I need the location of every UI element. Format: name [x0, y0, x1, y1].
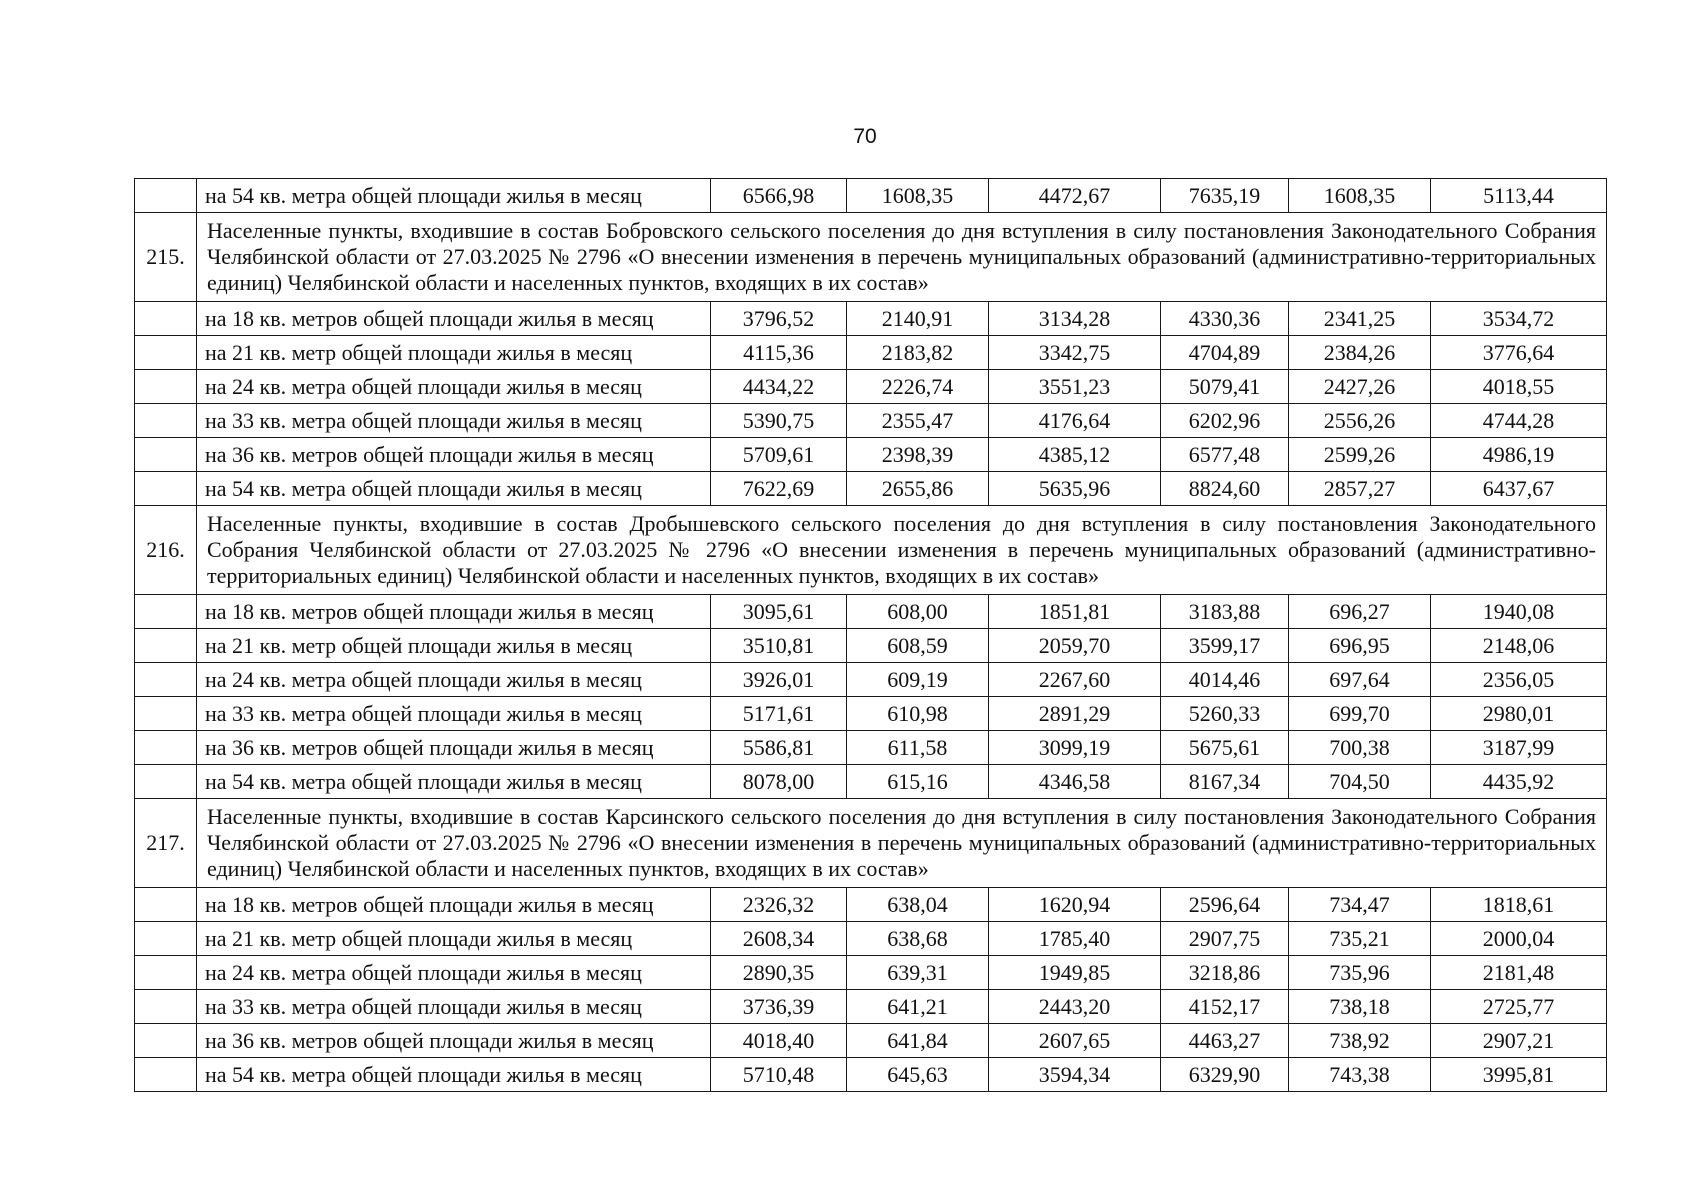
value-cell-4: 4152,17: [1161, 990, 1289, 1024]
value-cell-5: 2341,25: [1289, 302, 1431, 336]
value-cell-6: 3534,72: [1431, 302, 1607, 336]
row-number-cell: [135, 922, 197, 956]
value-cell-4: 6202,96: [1161, 404, 1289, 438]
value-cell-4: 8167,34: [1161, 765, 1289, 799]
table-row: [135, 629, 1607, 663]
value-cell-5: 735,96: [1289, 956, 1431, 990]
table-row: [135, 438, 1607, 472]
value-cell-3: 2267,60: [989, 663, 1161, 697]
value-cell-1: 8078,00: [711, 765, 847, 799]
value-cell-6: 2725,77: [1431, 990, 1607, 1024]
value-cell-4: 5675,61: [1161, 731, 1289, 765]
table-row: [135, 1024, 1607, 1058]
value-cell-1: 4434,22: [711, 370, 847, 404]
value-cell-4: 5260,33: [1161, 697, 1289, 731]
value-cell-3: 3099,19: [989, 731, 1161, 765]
value-cell-3: 4176,64: [989, 404, 1161, 438]
value-cell-1: 2326,32: [711, 888, 847, 922]
value-cell-3: 2443,20: [989, 990, 1161, 1024]
value-cell-6: 1940,08: [1431, 595, 1607, 629]
value-cell-6: 3776,64: [1431, 336, 1607, 370]
value-cell-5: 743,38: [1289, 1058, 1431, 1092]
value-cell-3: 2891,29: [989, 697, 1161, 731]
table-row: [135, 888, 1607, 922]
row-description: на 33 кв. метра общей площади жилья в месяц: [197, 990, 711, 1024]
row-description: на 18 кв. метров общей площади жилья в месяц: [197, 595, 711, 629]
value-cell-5: 2556,26: [1289, 404, 1431, 438]
row-description: на 54 кв. метра общей площади жилья в месяц: [197, 1058, 711, 1092]
row-number-cell: [135, 956, 197, 990]
table-row: [135, 663, 1607, 697]
value-cell-5: 2857,27: [1289, 472, 1431, 506]
row-description: на 18 кв. метров общей площади жилья в месяц: [197, 302, 711, 336]
value-cell-1: 6566,98: [711, 179, 847, 213]
value-cell-6: 1818,61: [1431, 888, 1607, 922]
value-cell-6: 4435,92: [1431, 765, 1607, 799]
value-cell-4: 8824,60: [1161, 472, 1289, 506]
value-cell-6: 2356,05: [1431, 663, 1607, 697]
value-cell-3: 2059,70: [989, 629, 1161, 663]
table-row: [135, 404, 1607, 438]
value-cell-4: 3218,86: [1161, 956, 1289, 990]
value-cell-3: 2607,65: [989, 1024, 1161, 1058]
value-cell-3: 4385,12: [989, 438, 1161, 472]
value-cell-3: 5635,96: [989, 472, 1161, 506]
value-cell-2: 610,98: [847, 697, 989, 731]
table-row: [135, 697, 1607, 731]
value-cell-5: 734,47: [1289, 888, 1431, 922]
value-cell-6: 5113,44: [1431, 179, 1607, 213]
row-number-cell: [135, 888, 197, 922]
value-cell-2: 641,21: [847, 990, 989, 1024]
row-description: на 54 кв. метра общей площади жилья в месяц: [197, 472, 711, 506]
value-cell-5: 700,38: [1289, 731, 1431, 765]
table-row: [135, 179, 1607, 213]
value-cell-4: 5079,41: [1161, 370, 1289, 404]
value-cell-3: 3551,23: [989, 370, 1161, 404]
value-cell-2: 2183,82: [847, 336, 989, 370]
row-number-cell: [135, 336, 197, 370]
row-number-cell: [135, 697, 197, 731]
row-description: на 36 кв. метров общей площади жилья в месяц: [197, 731, 711, 765]
table-row: [135, 956, 1607, 990]
table-row: [135, 765, 1607, 799]
row-description: на 21 кв. метр общей площади жилья в месяц: [197, 336, 711, 370]
table-row: [135, 336, 1607, 370]
value-cell-4: 7635,19: [1161, 179, 1289, 213]
table-row: [135, 370, 1607, 404]
value-cell-1: 7622,69: [711, 472, 847, 506]
value-cell-4: 3599,17: [1161, 629, 1289, 663]
value-cell-5: 704,50: [1289, 765, 1431, 799]
value-cell-3: 3342,75: [989, 336, 1161, 370]
value-cell-1: 5586,81: [711, 731, 847, 765]
value-cell-3: 1785,40: [989, 922, 1161, 956]
value-cell-3: 4472,67: [989, 179, 1161, 213]
value-cell-2: 2655,86: [847, 472, 989, 506]
value-cell-1: 5171,61: [711, 697, 847, 731]
value-cell-5: 738,92: [1289, 1024, 1431, 1058]
row-description: на 36 кв. метров общей площади жилья в месяц: [197, 438, 711, 472]
table-row: [135, 731, 1607, 765]
value-cell-3: 1949,85: [989, 956, 1161, 990]
row-description: на 18 кв. метров общей площади жилья в месяц: [197, 888, 711, 922]
value-cell-1: 3736,39: [711, 990, 847, 1024]
row-description: на 24 кв. метра общей площади жилья в месяц: [197, 663, 711, 697]
value-cell-5: 2599,26: [1289, 438, 1431, 472]
table-row: [135, 1058, 1607, 1092]
group-number: 216.: [135, 506, 197, 595]
value-cell-5: 2427,26: [1289, 370, 1431, 404]
table-row: [135, 595, 1607, 629]
value-cell-6: 3995,81: [1431, 1058, 1607, 1092]
value-cell-6: 2000,04: [1431, 922, 1607, 956]
value-cell-1: 2608,34: [711, 922, 847, 956]
row-number-cell: [135, 179, 197, 213]
row-description: на 54 кв. метра общей площади жилья в месяц: [197, 179, 711, 213]
value-cell-1: 4115,36: [711, 336, 847, 370]
value-cell-5: 696,95: [1289, 629, 1431, 663]
value-cell-1: 2890,35: [711, 956, 847, 990]
group-header-row: [135, 213, 1607, 302]
row-description: на 54 кв. метра общей площади жилья в месяц: [197, 765, 711, 799]
table-row: [135, 922, 1607, 956]
value-cell-5: 735,21: [1289, 922, 1431, 956]
value-cell-4: 2596,64: [1161, 888, 1289, 922]
value-cell-3: 3594,34: [989, 1058, 1161, 1092]
row-number-cell: [135, 765, 197, 799]
row-number-cell: [135, 370, 197, 404]
row-description: на 24 кв. метра общей площади жилья в месяц: [197, 370, 711, 404]
value-cell-5: 2384,26: [1289, 336, 1431, 370]
value-cell-2: 609,19: [847, 663, 989, 697]
value-cell-3: 1620,94: [989, 888, 1161, 922]
value-cell-1: 3095,61: [711, 595, 847, 629]
group-title: Населенные пункты, входившие в состав Дробышевского сельского поселения до дня вступления в силу постановления Законодательного Собрания Челябинской области от 27.03.2025 № 2796 «О внесении изменения в перечень муниципальных образований (административно-территориальных единиц) Челябинской области и населенных пунктов, входящих в их состав»: [197, 506, 1607, 595]
value-cell-5: 697,64: [1289, 663, 1431, 697]
row-number-cell: [135, 990, 197, 1024]
row-number-cell: [135, 438, 197, 472]
value-cell-4: 4014,46: [1161, 663, 1289, 697]
value-cell-6: 2907,21: [1431, 1024, 1607, 1058]
value-cell-3: 3134,28: [989, 302, 1161, 336]
row-number-cell: [135, 595, 197, 629]
value-cell-4: 6329,90: [1161, 1058, 1289, 1092]
value-cell-4: 2907,75: [1161, 922, 1289, 956]
value-cell-3: 1851,81: [989, 595, 1161, 629]
value-cell-6: 2980,01: [1431, 697, 1607, 731]
value-cell-4: 6577,48: [1161, 438, 1289, 472]
value-cell-5: 738,18: [1289, 990, 1431, 1024]
value-cell-2: 1608,35: [847, 179, 989, 213]
row-number-cell: [135, 472, 197, 506]
table-row: [135, 990, 1607, 1024]
row-number-cell: [135, 404, 197, 438]
value-cell-2: 2398,39: [847, 438, 989, 472]
value-cell-4: 4704,89: [1161, 336, 1289, 370]
value-cell-1: 3796,52: [711, 302, 847, 336]
row-number-cell: [135, 1058, 197, 1092]
group-title: Населенные пункты, входившие в состав Бобровского сельского поселения до дня вступления в силу постановления Законодательного Собрания Челябинской области от 27.03.2025 № 2796 «О внесении изменения в перечень муниципальных образований (административно-территориальных единиц) Челябинской области и населенных пунктов, входящих в их состав»: [197, 213, 1607, 302]
row-number-cell: [135, 663, 197, 697]
value-cell-2: 615,16: [847, 765, 989, 799]
row-description: на 21 кв. метр общей площади жилья в месяц: [197, 922, 711, 956]
table-row: [135, 472, 1607, 506]
value-cell-6: 6437,67: [1431, 472, 1607, 506]
row-number-cell: [135, 302, 197, 336]
row-description: на 36 кв. метров общей площади жилья в месяц: [197, 1024, 711, 1058]
value-cell-6: 3187,99: [1431, 731, 1607, 765]
value-cell-2: 611,58: [847, 731, 989, 765]
value-cell-1: 3510,81: [711, 629, 847, 663]
row-description: на 21 кв. метр общей площади жилья в месяц: [197, 629, 711, 663]
value-cell-2: 638,68: [847, 922, 989, 956]
value-cell-1: 5390,75: [711, 404, 847, 438]
value-cell-4: 4463,27: [1161, 1024, 1289, 1058]
value-cell-6: 4744,28: [1431, 404, 1607, 438]
value-cell-5: 699,70: [1289, 697, 1431, 731]
value-cell-2: 638,04: [847, 888, 989, 922]
value-cell-5: 696,27: [1289, 595, 1431, 629]
row-number-cell: [135, 629, 197, 663]
group-header-row: [135, 506, 1607, 595]
row-description: на 33 кв. метра общей площади жилья в месяц: [197, 697, 711, 731]
group-number: 217.: [135, 799, 197, 888]
row-number-cell: [135, 1024, 197, 1058]
value-cell-4: 3183,88: [1161, 595, 1289, 629]
value-cell-1: 5709,61: [711, 438, 847, 472]
value-cell-6: 2148,06: [1431, 629, 1607, 663]
table-body: [135, 179, 1607, 1092]
row-description: на 33 кв. метра общей площади жилья в месяц: [197, 404, 711, 438]
value-cell-2: 2140,91: [847, 302, 989, 336]
value-cell-2: 641,84: [847, 1024, 989, 1058]
value-cell-2: 645,63: [847, 1058, 989, 1092]
value-cell-1: 4018,40: [711, 1024, 847, 1058]
value-cell-2: 608,00: [847, 595, 989, 629]
value-cell-1: 5710,48: [711, 1058, 847, 1092]
value-cell-1: 3926,01: [711, 663, 847, 697]
value-cell-2: 608,59: [847, 629, 989, 663]
value-cell-2: 639,31: [847, 956, 989, 990]
value-cell-6: 4986,19: [1431, 438, 1607, 472]
row-number-cell: [135, 731, 197, 765]
value-cell-4: 4330,36: [1161, 302, 1289, 336]
tariff-table: [134, 178, 1607, 1092]
value-cell-6: 4018,55: [1431, 370, 1607, 404]
value-cell-6: 2181,48: [1431, 956, 1607, 990]
group-title: Населенные пункты, входившие в состав Карсинского сельского поселения до дня вступления в силу постановления Законодательного Собрания Челябинской области от 27.03.2025 № 2796 «О внесении изменения в перечень муниципальных образований (административно-территориальных единиц) Челябинской области и населенных пунктов, входящих в их состав»: [197, 799, 1607, 888]
value-cell-3: 4346,58: [989, 765, 1161, 799]
group-number: 215.: [135, 213, 197, 302]
row-description: на 24 кв. метра общей площади жилья в месяц: [197, 956, 711, 990]
value-cell-5: 1608,35: [1289, 179, 1431, 213]
value-cell-2: 2355,47: [847, 404, 989, 438]
value-cell-2: 2226,74: [847, 370, 989, 404]
table-row: [135, 302, 1607, 336]
page-number: 70: [853, 125, 877, 148]
group-header-row: [135, 799, 1607, 888]
